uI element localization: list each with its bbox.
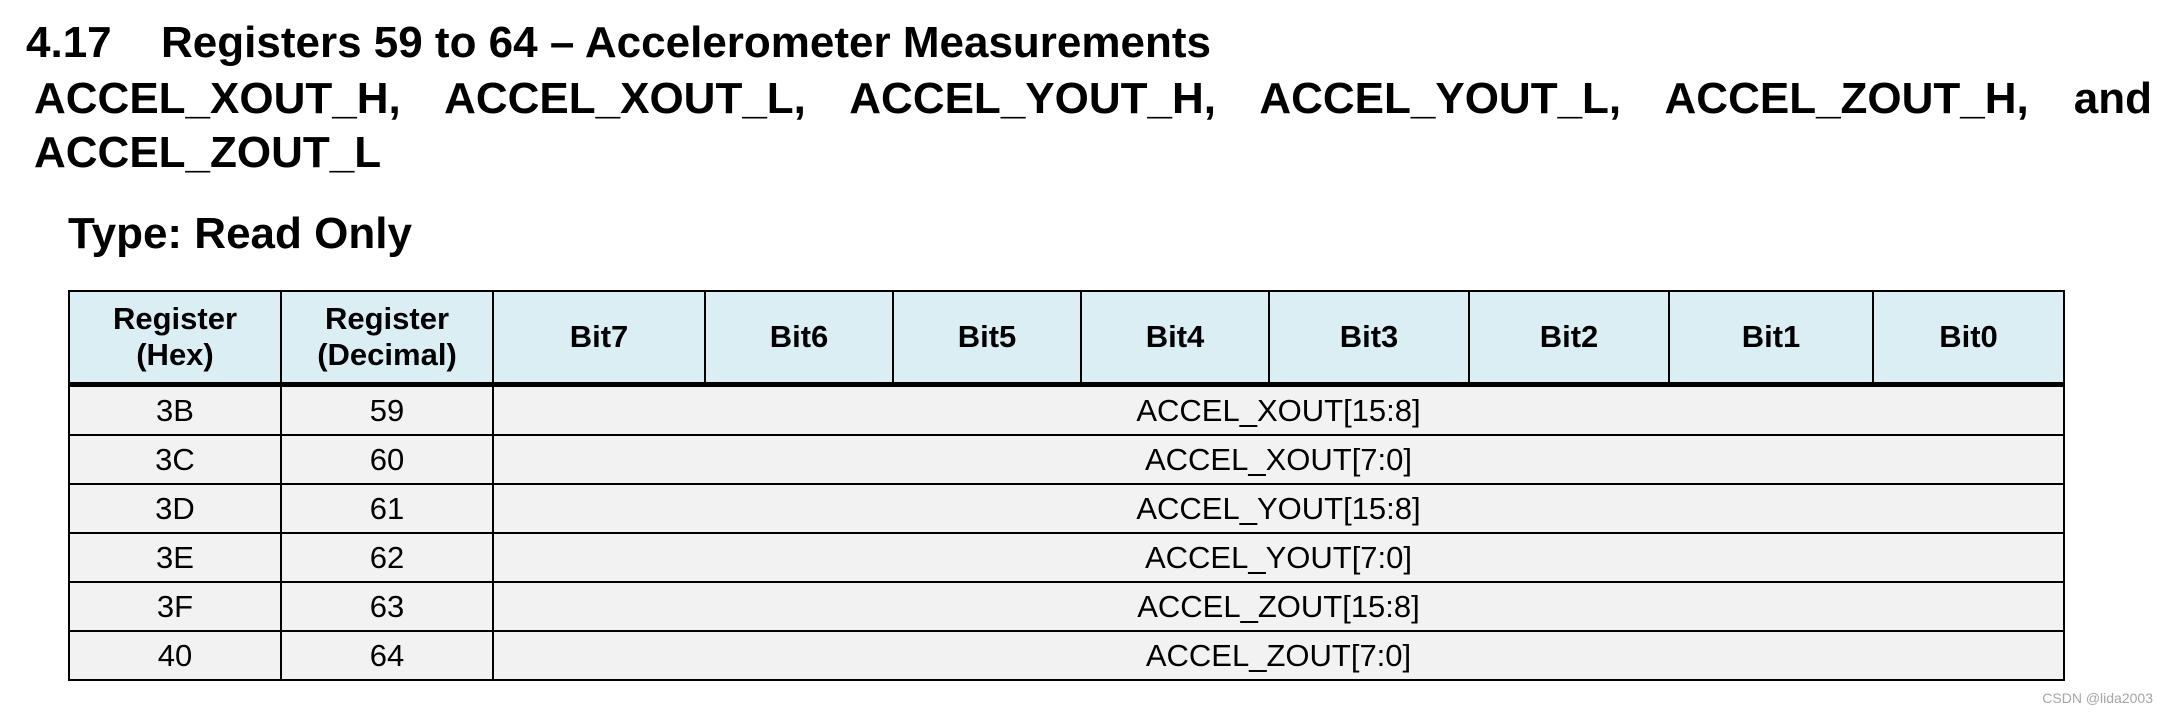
section-number: 4.17 [26,18,112,67]
header-bit6: Bit6 [705,291,893,385]
register-value-cell: ACCEL_ZOUT[7:0] [493,631,2064,680]
table-row [69,533,2064,582]
header-bit1: Bit1 [1669,291,1873,385]
register-hex-cell: 3E [69,533,281,582]
register-hex-cell: 3D [69,484,281,533]
register-hex-cell: 3C [69,435,281,484]
table-row [69,435,2064,484]
register-decimal-cell: 59 [281,385,493,436]
header-bit0: Bit0 [1873,291,2064,385]
register-decimal-cell: 63 [281,582,493,631]
register-decimal-cell: 61 [281,484,493,533]
header-bit4: Bit4 [1081,291,1269,385]
register-value-cell: ACCEL_YOUT[7:0] [493,533,2064,582]
header-bit3: Bit3 [1269,291,1469,385]
register-type: Type: Read Only [68,209,412,258]
header-register-hex: Register (Hex) [69,291,281,385]
register-hex-cell: 40 [69,631,281,680]
register-hex-cell: 3B [69,385,281,436]
header-bit7: Bit7 [493,291,705,385]
header-bit5: Bit5 [893,291,1081,385]
table-row [69,631,2064,680]
register-value-cell: ACCEL_ZOUT[15:8] [493,582,2064,631]
table-row [69,582,2064,631]
register-decimal-cell: 64 [281,631,493,680]
register-decimal-cell: 60 [281,435,493,484]
header-register-decimal: Register (Decimal) [281,291,493,385]
section-title: Registers 59 to 64 – Accelerometer Measurements [161,18,1211,67]
register-value-cell: ACCEL_YOUT[15:8] [493,484,2064,533]
table-row [69,484,2064,533]
table-header-row [69,291,2064,385]
watermark: CSDN @lida2003 [2042,690,2153,706]
register-table [68,290,2065,681]
header-bit2: Bit2 [1469,291,1669,385]
section-heading [26,16,1211,70]
register-value-cell: ACCEL_XOUT[7:0] [493,435,2064,484]
register-decimal-cell: 62 [281,533,493,582]
register-names-line-2: ACCEL_ZOUT_L [34,128,382,177]
table-row [69,385,2064,436]
register-hex-cell: 3F [69,582,281,631]
register-names-line-1: ACCEL_XOUT_H, ACCEL_XOUT_L, ACCEL_YOUT_H, ACCEL_YOUT_L, ACCEL_ZOUT_H, and [34,74,2152,123]
register-value-cell: ACCEL_XOUT[15:8] [493,385,2064,436]
